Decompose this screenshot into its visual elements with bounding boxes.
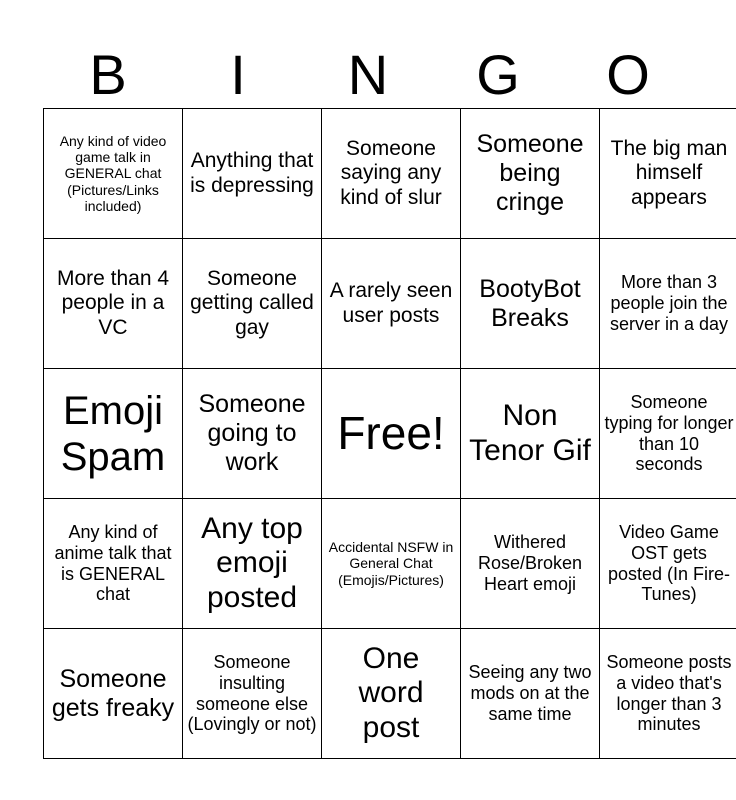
header-letter-b: B bbox=[89, 43, 127, 106]
header-letter-o: O bbox=[606, 43, 650, 106]
bingo-cell[interactable]: Any kind of anime talk that is GENERAL chat bbox=[44, 499, 183, 629]
bingo-cell[interactable]: BootyBot Breaks bbox=[461, 239, 600, 369]
board-row-5 bbox=[44, 629, 736, 759]
header-letter-i: I bbox=[230, 43, 246, 106]
bingo-cell[interactable]: Someone saying any kind of slur bbox=[322, 109, 461, 239]
bingo-cell[interactable]: Seeing any two mods on at the same time bbox=[461, 629, 600, 759]
bingo-cell[interactable]: More than 3 people join the server in a day bbox=[600, 239, 736, 369]
bingo-cell[interactable]: Someone getting called gay bbox=[183, 239, 322, 369]
bingo-board bbox=[43, 108, 736, 759]
bingo-header bbox=[43, 42, 693, 108]
board-row-4 bbox=[44, 499, 736, 629]
free-space-cell[interactable]: Free! bbox=[322, 369, 461, 499]
bingo-cell[interactable]: Someone typing for longer than 10 seconds bbox=[600, 369, 736, 499]
bingo-cell[interactable]: A rarely seen user posts bbox=[322, 239, 461, 369]
bingo-cell[interactable]: Someone insulting someone else (Lovingly or not) bbox=[183, 629, 322, 759]
header-letter-g: G bbox=[476, 43, 520, 106]
bingo-cell[interactable]: Someone going to work bbox=[183, 369, 322, 499]
board-row-3 bbox=[44, 369, 736, 499]
bingo-cell[interactable]: One word post bbox=[322, 629, 461, 759]
bingo-cell[interactable]: Withered Rose/Broken Heart emoji bbox=[461, 499, 600, 629]
bingo-cell[interactable]: The big man himself appears bbox=[600, 109, 736, 239]
board-row-2 bbox=[44, 239, 736, 369]
board-row-1 bbox=[44, 109, 736, 239]
bingo-cell[interactable]: Someone posts a video that's longer than 3 minutes bbox=[600, 629, 736, 759]
bingo-cell[interactable]: Accidental NSFW in General Chat (Emojis/Pictures) bbox=[322, 499, 461, 629]
bingo-cell[interactable]: Any top emoji posted bbox=[183, 499, 322, 629]
bingo-cell[interactable]: Emoji Spam bbox=[44, 369, 183, 499]
header-letter-n: N bbox=[347, 43, 389, 106]
bingo-cell[interactable]: Non Tenor Gif bbox=[461, 369, 600, 499]
bingo-cell[interactable]: Someone gets freaky bbox=[44, 629, 183, 759]
bingo-cell[interactable]: Any kind of video game talk in GENERAL chat (Pictures/Links included) bbox=[44, 109, 183, 239]
bingo-cell[interactable]: Anything that is depressing bbox=[183, 109, 322, 239]
bingo-cell[interactable]: Video Game OST gets posted (In Fire-Tunes) bbox=[600, 499, 736, 629]
bingo-cell[interactable]: Someone being cringe bbox=[461, 109, 600, 239]
bingo-cell[interactable]: More than 4 people in a VC bbox=[44, 239, 183, 369]
